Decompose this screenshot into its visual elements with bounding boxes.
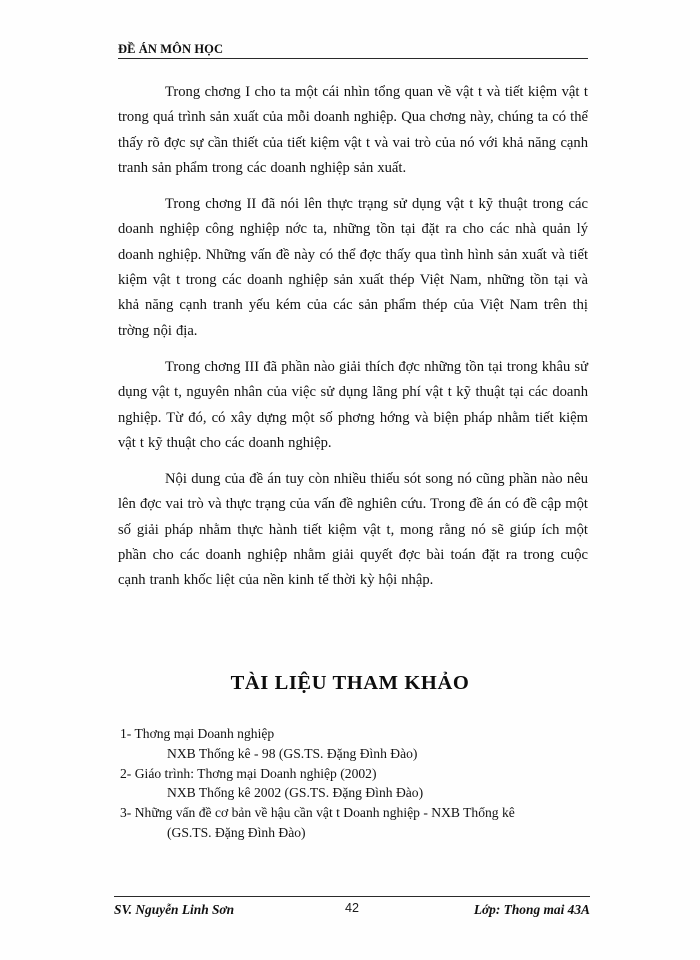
footer-divider (114, 896, 590, 897)
reference-publisher: NXB Thống kê - 98 (GS.TS. Đặng Đình Đào) (167, 745, 418, 761)
body-paragraph: Nội dung của đề án tuy còn nhiều thiếu sót song nó cũng phần nào nêu lên đợc vai trò và thực trạng của vấn đề nghiên cứu. Trong đề án có đề cập một số giải pháp nhằm thực hành tiết kiệm vật t, mong rằng nó sẽ giúp ích một phần cho các doanh nghiệp nhằm giải quyết đợc bài toán đặt ra trong cuộc cạnh tranh khốc liệt của nền kinh tế thời kỳ hội nhập. (118, 471, 588, 589)
reference-title: 2- Giáo trình: Thơng mại Doanh nghiệp (2002) (120, 765, 377, 781)
header-title: ĐỀ ÁN MÔN HỌC (118, 42, 224, 56)
document-body (118, 80, 588, 594)
body-paragraph: Trong chơng III đã phần nào giải thích đợc những tồn tại trong khâu sử dụng vật t, nguyên nhân của việc sử dụng lãng phí vật t kỹ thuật tại các doanh nghiệp. Từ đó, có xây dựng một số phơng hớng và biện pháp nhằm tiết kiệm vật t kỹ thuật cho các doanh nghiệp. (118, 358, 588, 451)
running-footer (114, 896, 590, 926)
header-divider (118, 58, 588, 59)
footer-student-name: SV. Nguyễn Linh Sơn (114, 902, 235, 917)
body-paragraph: Trong chơng I cho ta một cái nhìn tổng quan về vật t và tiết kiệm vật t trong quá trình sản xuất của mỗi doanh nghiệp. Qua chơng này, chúng ta có thể thấy rõ đợc sự cần thiết của tiết kiệm vật t và vai trò của nó với khả năng cạnh tranh sản phẩm trong các doanh nghiệp sản xuất. (118, 84, 588, 176)
reference-title: 1- Thơng mại Doanh nghiệp (120, 726, 275, 741)
footer-row (114, 902, 590, 918)
body-paragraph: Trong chơng II đã nói lên thực trạng sử dụng vật t kỹ thuật trong các doanh nghiệp công nghiệp nớc ta, những tồn tại đặt ra cho các nhà quản lý doanh nghiệp. Những vấn đề này có thể đợc thấy qua tình hình sản xuất và tiết kiệm vật t trong các doanh nghiệp sản xuất thép Việt Nam, những tồn tại và khả năng cạnh tranh yếu kém của các sản phẩm thép của Việt Nam trên thị trờng nội địa. (118, 196, 588, 339)
reference-title: 3- Những vấn đề cơ bản về hậu cần vật t Doanh nghiệp - NXB Thống kê (120, 805, 515, 821)
reference-publisher: (GS.TS. Đặng Đình Đào) (167, 824, 306, 840)
references-heading: TÀI LIỆU THAM KHẢO (230, 672, 470, 694)
reference-item (120, 803, 600, 842)
page-number: 42 (344, 901, 359, 915)
reference-publisher: NXB Thống kê 2002 (GS.TS. Đặng Đình Đào) (167, 785, 424, 801)
references-list (120, 724, 600, 843)
running-header (118, 40, 588, 62)
footer-class: Lớp: Thong mai 43A (473, 902, 590, 917)
reference-item (120, 724, 600, 763)
reference-item (120, 764, 600, 803)
